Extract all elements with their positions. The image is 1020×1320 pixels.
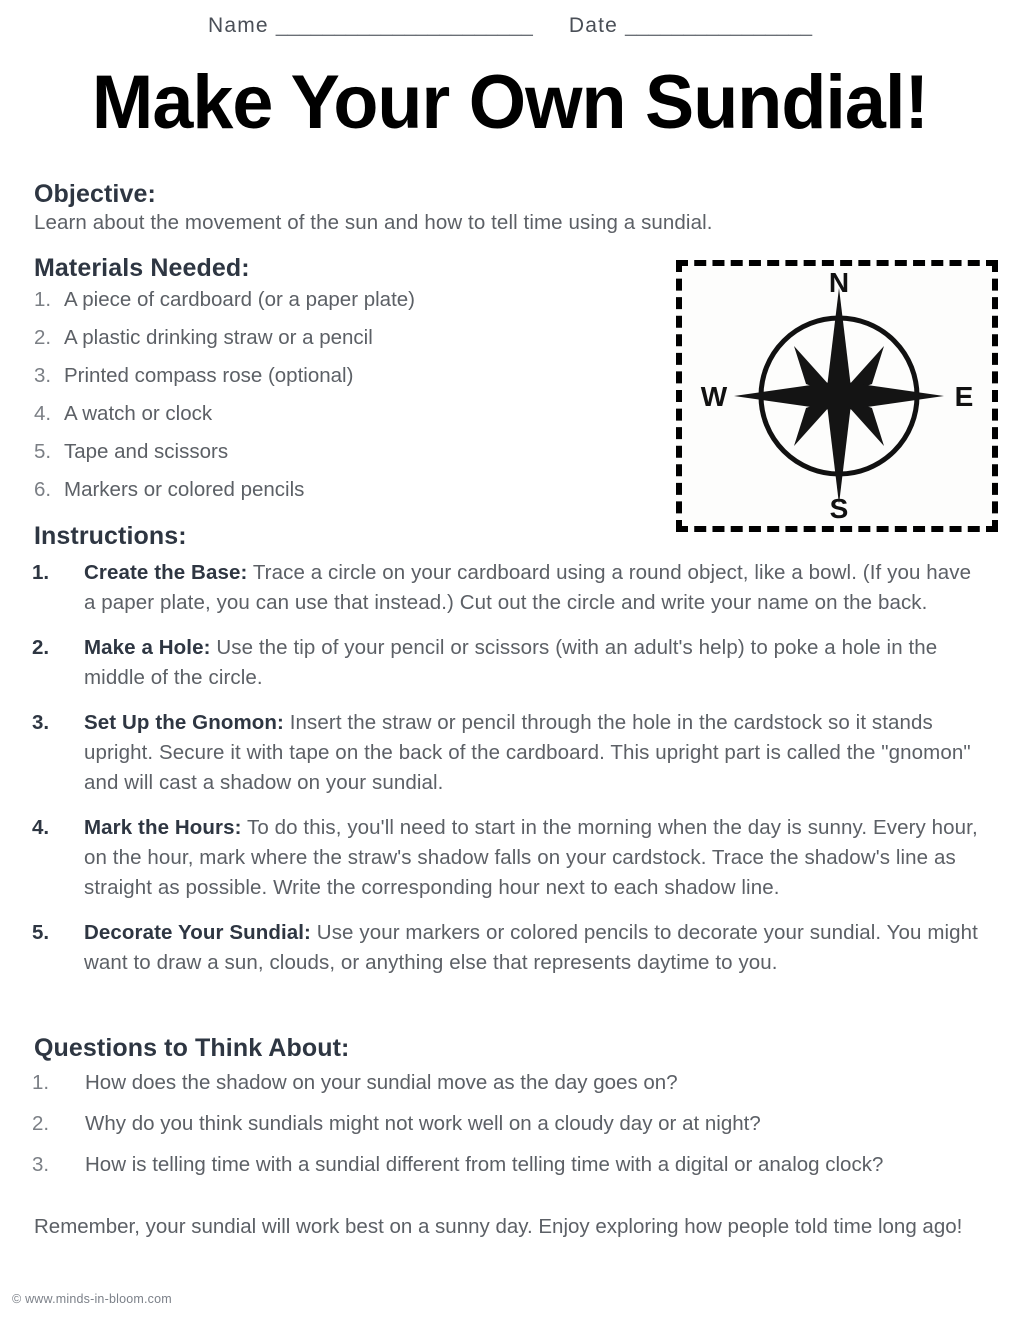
list-item-body bbox=[84, 633, 980, 693]
list-item-number: 1. bbox=[32, 561, 50, 584]
list-item-label: A piece of cardboard (or a paper plate) bbox=[64, 288, 415, 311]
list-item bbox=[32, 1150, 972, 1180]
list-item-number: 1. bbox=[32, 1071, 50, 1094]
closing-paragraph: Remember, your sundial will work best on a sunny day. Enjoy exploring how people told time long ago! bbox=[34, 1215, 963, 1238]
list-item bbox=[32, 1068, 972, 1098]
list-item-label: A plastic drinking straw or a pencil bbox=[64, 326, 373, 349]
list-item bbox=[34, 288, 634, 326]
name-date-line bbox=[0, 14, 1020, 38]
list-item-label: Why do you think sundials might not work well on a cloudy day or at night? bbox=[85, 1112, 761, 1135]
list-item-label: A watch or clock bbox=[64, 402, 213, 425]
compass-label-east: E bbox=[954, 381, 974, 412]
list-item-number: 3. bbox=[34, 364, 52, 387]
list-item-text: Use your markers or colored pencils to decorate your sundial. You might want to draw a sun, clouds, or anything else that represents daytime to you. bbox=[84, 921, 978, 974]
list-item-body bbox=[84, 558, 980, 618]
questions-list bbox=[32, 1068, 972, 1191]
list-item-number: 4. bbox=[32, 816, 50, 839]
list-item-lead: Make a Hole: bbox=[84, 636, 211, 659]
name-blank[interactable]: ______________________ bbox=[275, 14, 533, 37]
materials-list bbox=[34, 288, 634, 516]
list-item-text: To do this, you'll need to start in the morning when the day is sunny. Every hour, on the hour, mark where the straw's shadow falls on your cardstock. Trace the shadow's line as straight as possible. Write the corresponding hour next to each shadow line. bbox=[84, 816, 978, 899]
list-item-lead: Set Up the Gnomon: bbox=[84, 711, 284, 734]
list-item-text: Use the tip of your pencil or scissors (with an adult's help) to poke a hole in the middle of the circle. bbox=[84, 636, 938, 689]
list-item-lead: Create the Base: bbox=[84, 561, 248, 584]
list-item-label: How does the shadow on your sundial move as the day goes on? bbox=[85, 1071, 678, 1094]
page-title: Make Your Own Sundial! bbox=[91, 60, 929, 145]
list-item-number: 3. bbox=[32, 711, 50, 734]
list-item-number: 3. bbox=[32, 1153, 50, 1176]
date-label: Date bbox=[568, 14, 619, 37]
list-item-number: 6. bbox=[34, 478, 52, 501]
list-item-label: Markers or colored pencils bbox=[64, 478, 305, 501]
footer-credit: © www.minds-in-bloom.com bbox=[12, 1292, 172, 1306]
list-item-body bbox=[84, 918, 980, 978]
list-item bbox=[32, 1109, 972, 1139]
list-item-label: Tape and scissors bbox=[64, 440, 229, 463]
list-item-number: 2. bbox=[32, 636, 50, 659]
compass-label-north: N bbox=[828, 270, 850, 298]
list-item-text: Trace a circle on your cardboard using a round object, like a bowl. (If you have a paper plate, you can use that instead.) Cut out the circle and write your name on the back. bbox=[84, 561, 972, 614]
list-item bbox=[34, 402, 634, 440]
list-item bbox=[34, 326, 634, 364]
list-item-text: Insert the straw or pencil through the hole in the cardstock so it stands upright. Secure it with tape on the back of the cardboard. This upright part is called the "gnomon" and will cast a shadow on your sundial. bbox=[84, 711, 971, 794]
list-item bbox=[34, 364, 634, 402]
list-item bbox=[34, 478, 634, 516]
objective-text: Learn about the movement of the sun and how to tell time using a sundial. bbox=[34, 211, 713, 234]
list-item-label: Printed compass rose (optional) bbox=[64, 364, 354, 387]
list-item bbox=[32, 633, 980, 693]
name-label: Name bbox=[207, 14, 269, 37]
list-item bbox=[32, 558, 980, 618]
compass-rose-icon bbox=[694, 270, 984, 522]
list-item-number: 5. bbox=[32, 921, 50, 944]
compass-label-south: S bbox=[829, 493, 849, 522]
list-item-body bbox=[84, 708, 980, 798]
objective-heading: Objective: bbox=[34, 180, 156, 208]
questions-heading: Questions to Think About: bbox=[34, 1034, 350, 1062]
list-item-number: 2. bbox=[34, 326, 52, 349]
list-item-label: How is telling time with a sundial different from telling time with a digital or analog clock? bbox=[85, 1153, 884, 1176]
list-item-lead: Decorate Your Sundial: bbox=[84, 921, 311, 944]
list-item bbox=[34, 440, 634, 478]
list-item-body bbox=[84, 813, 980, 903]
list-item bbox=[32, 708, 980, 798]
compass-label-west: W bbox=[700, 381, 728, 412]
list-item-number: 4. bbox=[34, 402, 52, 425]
materials-heading: Materials Needed: bbox=[34, 254, 250, 282]
list-item-lead: Mark the Hours: bbox=[84, 816, 242, 839]
list-item-number: 5. bbox=[34, 440, 52, 463]
list-item-number: 1. bbox=[34, 288, 52, 311]
date-blank[interactable]: ________________ bbox=[625, 14, 812, 37]
list-item bbox=[32, 918, 980, 978]
list-item-number: 2. bbox=[32, 1112, 50, 1135]
list-item bbox=[32, 813, 980, 903]
instructions-list bbox=[32, 558, 980, 993]
instructions-heading: Instructions: bbox=[34, 522, 187, 550]
